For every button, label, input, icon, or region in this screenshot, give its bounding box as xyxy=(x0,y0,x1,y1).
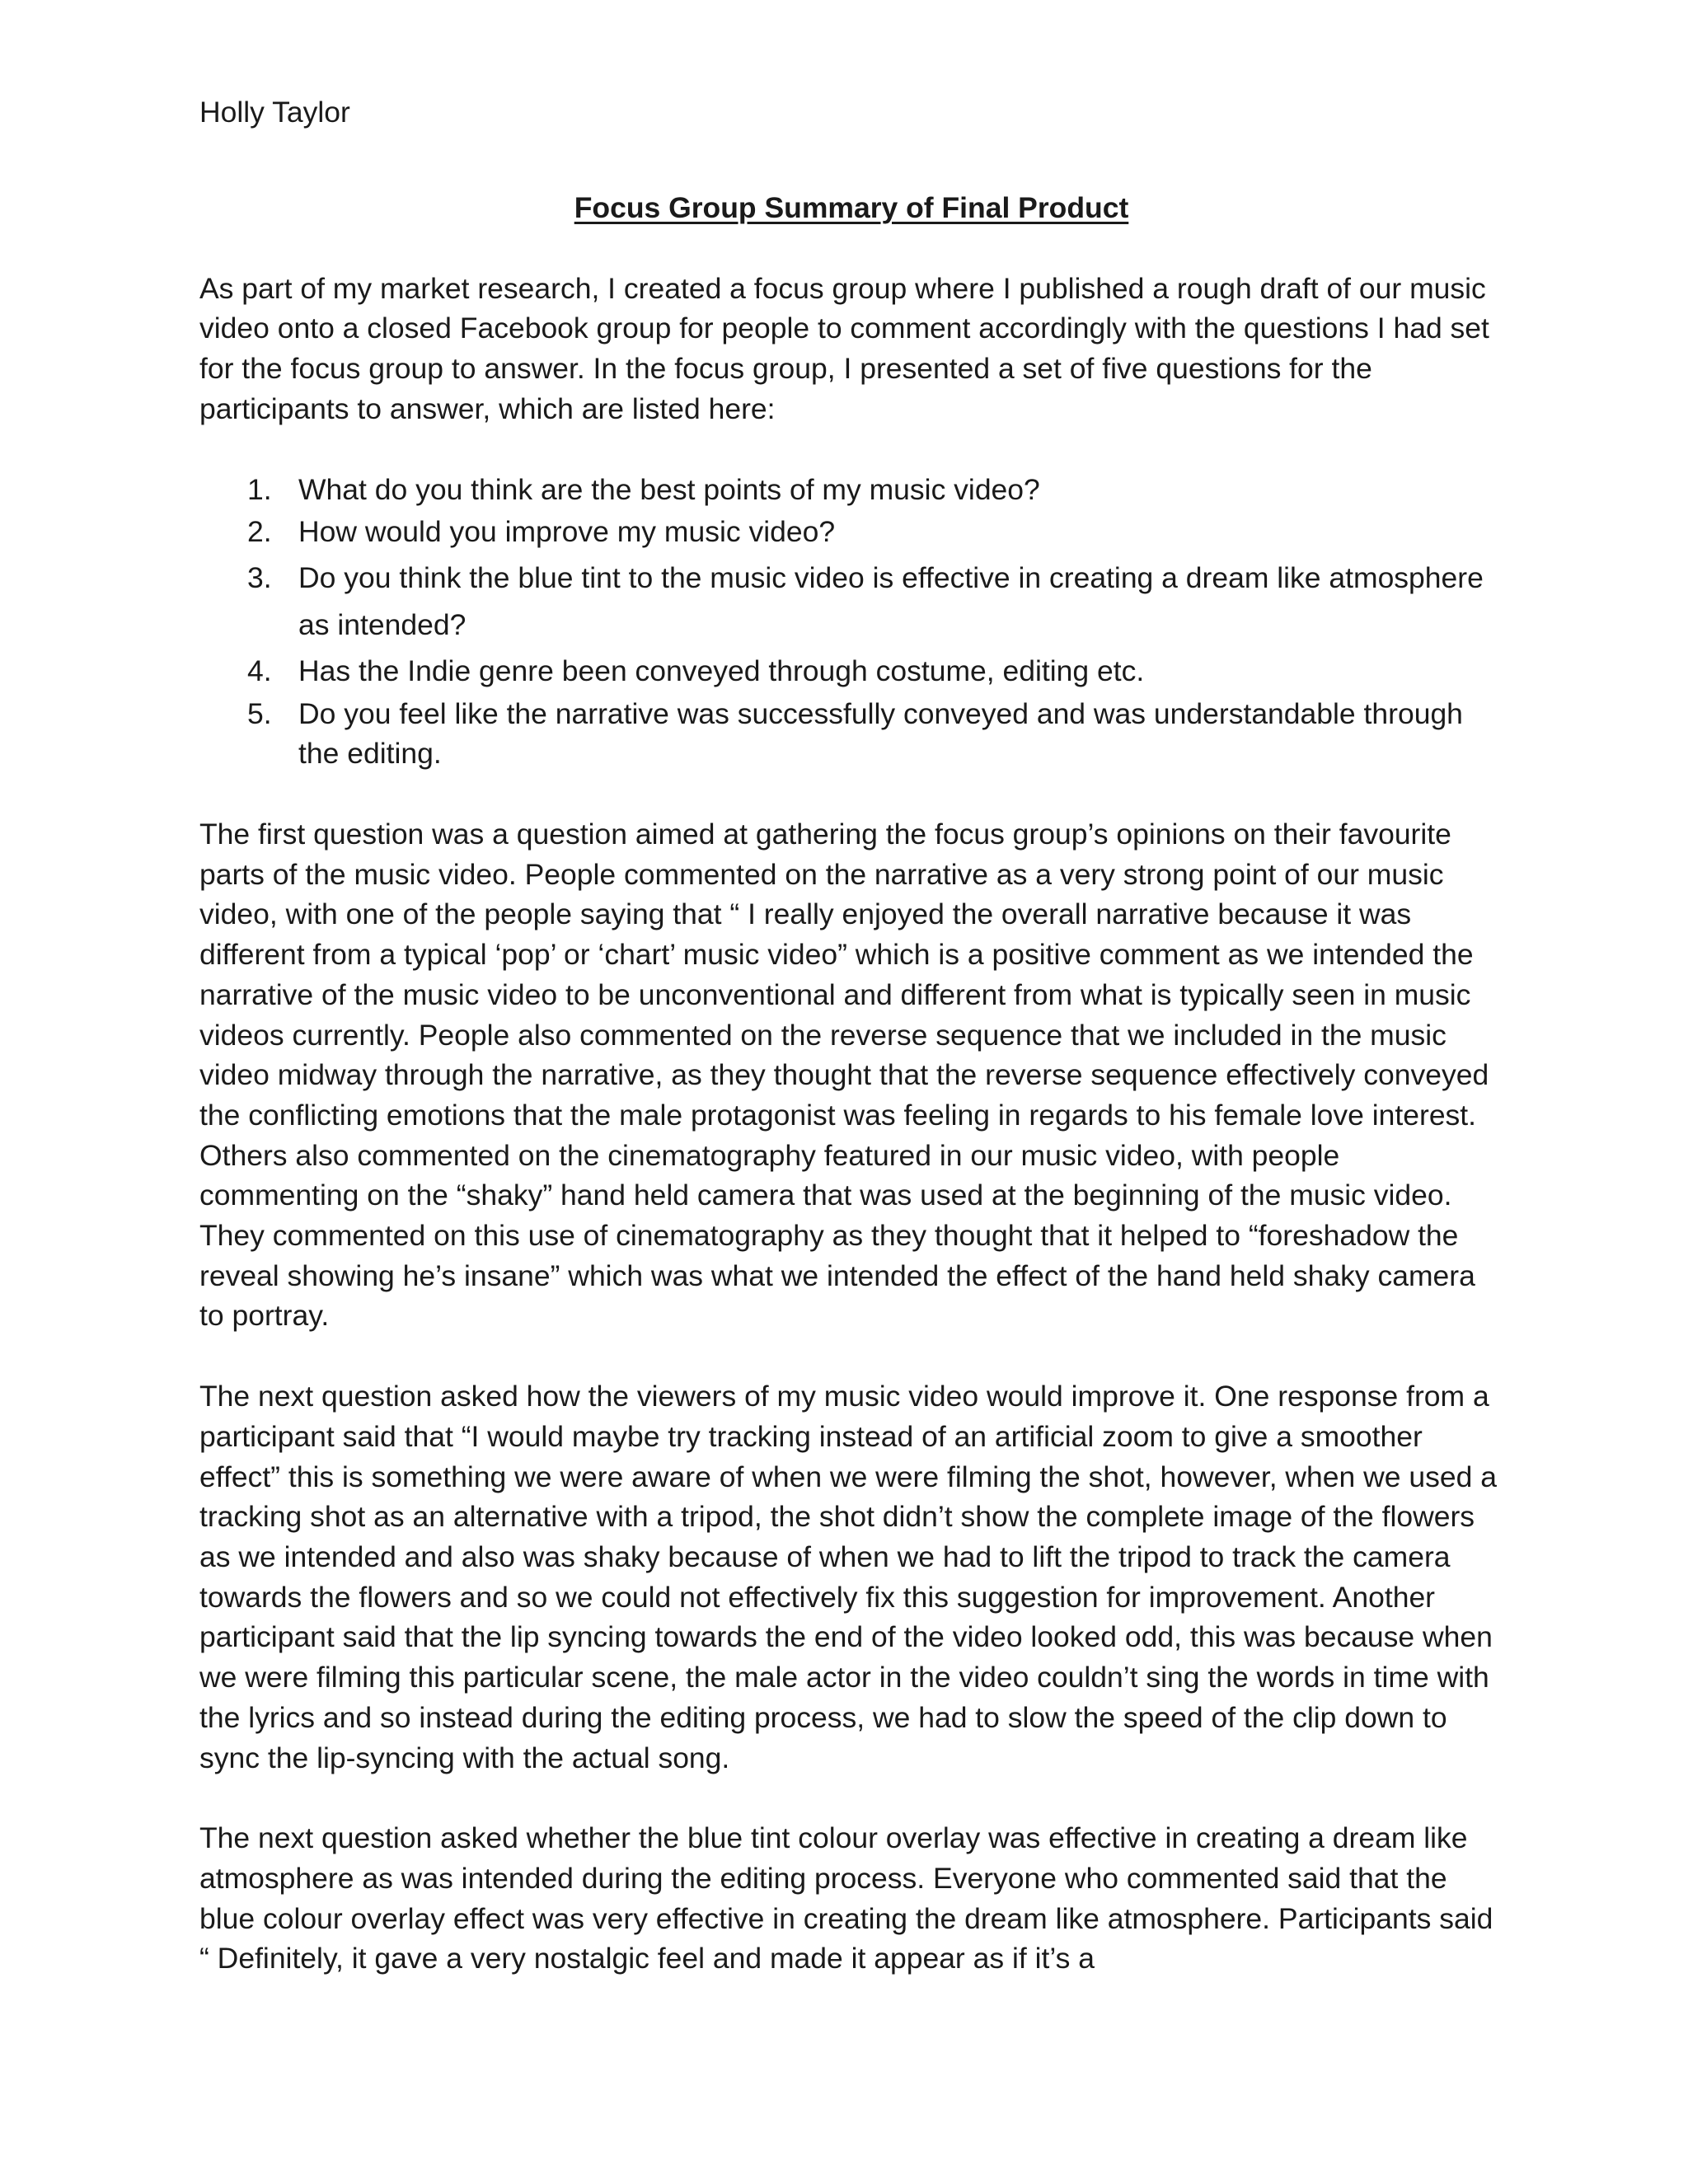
question-text: Do you think the blue tint to the music video is effective in creating a dream like atmosphere as intended? xyxy=(298,560,1484,641)
question-number: 1. xyxy=(247,472,272,506)
question-number: 3. xyxy=(247,560,272,594)
body-paragraph-second-question: The next question asked how the viewers of my music video would improve it. One response from a participant said that “I would maybe try tracking instead of an artificial zoom to give a smoother effect” this is something we were aware of when we were filming the shot, however, when we used a tracking shot as an alternative with a tripod, the shot didn’t show the complete image of the flowers as we intended and also was shaky because of when we had to lift the tripod to track the camera towards the flowers and so we could not effectively fix this suggestion for improvement. Another participant said that the lip syncing towards the end of the video looked odd, this was because when we were filming this particular scene, the male actor in the video couldn’t sing the words in time with the lyrics and so instead during the editing process, we had to slow the speed of the clip down to sync the lip-syncing with the actual song. xyxy=(199,1380,1497,1774)
body-paragraph-first-question: The first question was a question aimed at gathering the focus group’s opinions on their favourite parts of the music video. People commented on the narrative as a very strong point of our music video, with one of the people saying that “ I really enjoyed the overall narrative because it was different from a typical ‘pop’ or ‘chart’ music video” which is a positive comment as we intended the narrative of the music video to be unconventional and different from what is typically seen in music videos currently. People also commented on the reverse sequence that we included in the music video midway through the narrative, as they thought that the reverse sequence effectively conveyed the conflicting emotions that the male protagonist was feeling in regards to his female love interest. Others also commented on the cinematography featured in our music video, with people commenting on the “shaky” hand held camera that was used at the beginning of the music video. They commented on this use of cinematography as they thought that it helped to “foreshadow the reveal showing he’s insane” which was what we intended the effect of the hand held shaky camera to portray. xyxy=(199,818,1489,1333)
question-text: What do you think are the best points of my music video? xyxy=(298,472,1040,506)
body-paragraph-third-question: The next question asked whether the blue tint colour overlay was effective in creating a dream like atmosphere as was intended during the editing process. Everyone who commented said that the blue colour overlay effect was very effective in creating the dream like atmosphere. Participants said “ Definitely, it gave a very nostalgic feel and made it appear as if it’s a xyxy=(199,1821,1493,1975)
question-item xyxy=(199,470,1503,510)
question-text: Has the Indie genre been conveyed through costume, editing etc. xyxy=(298,654,1145,687)
intro-paragraph: As part of my market research, I created a focus group where I published a rough draft of our music video onto a closed Facebook group for people to comment accordingly with the questions I had set for the focus group to answer. In the focus group, I presented a set of five questions for the participants to answer, which are listed here: xyxy=(199,271,1489,425)
document-title: Focus Group Summary of Final Product xyxy=(574,191,1129,224)
document-body xyxy=(199,92,1503,1979)
question-item xyxy=(199,512,1503,552)
author-name: Holly Taylor xyxy=(199,96,350,129)
question-list xyxy=(199,470,1503,775)
question-text: Do you feel like the narrative was successfully conveyed and was understandable through the editing. xyxy=(298,696,1463,771)
question-item xyxy=(199,555,1503,649)
question-item xyxy=(199,651,1503,691)
question-number: 4. xyxy=(247,654,272,687)
question-number: 2. xyxy=(247,515,272,549)
question-item xyxy=(199,694,1503,774)
question-number: 5. xyxy=(247,696,272,730)
question-text: How would you improve my music video? xyxy=(298,515,836,549)
